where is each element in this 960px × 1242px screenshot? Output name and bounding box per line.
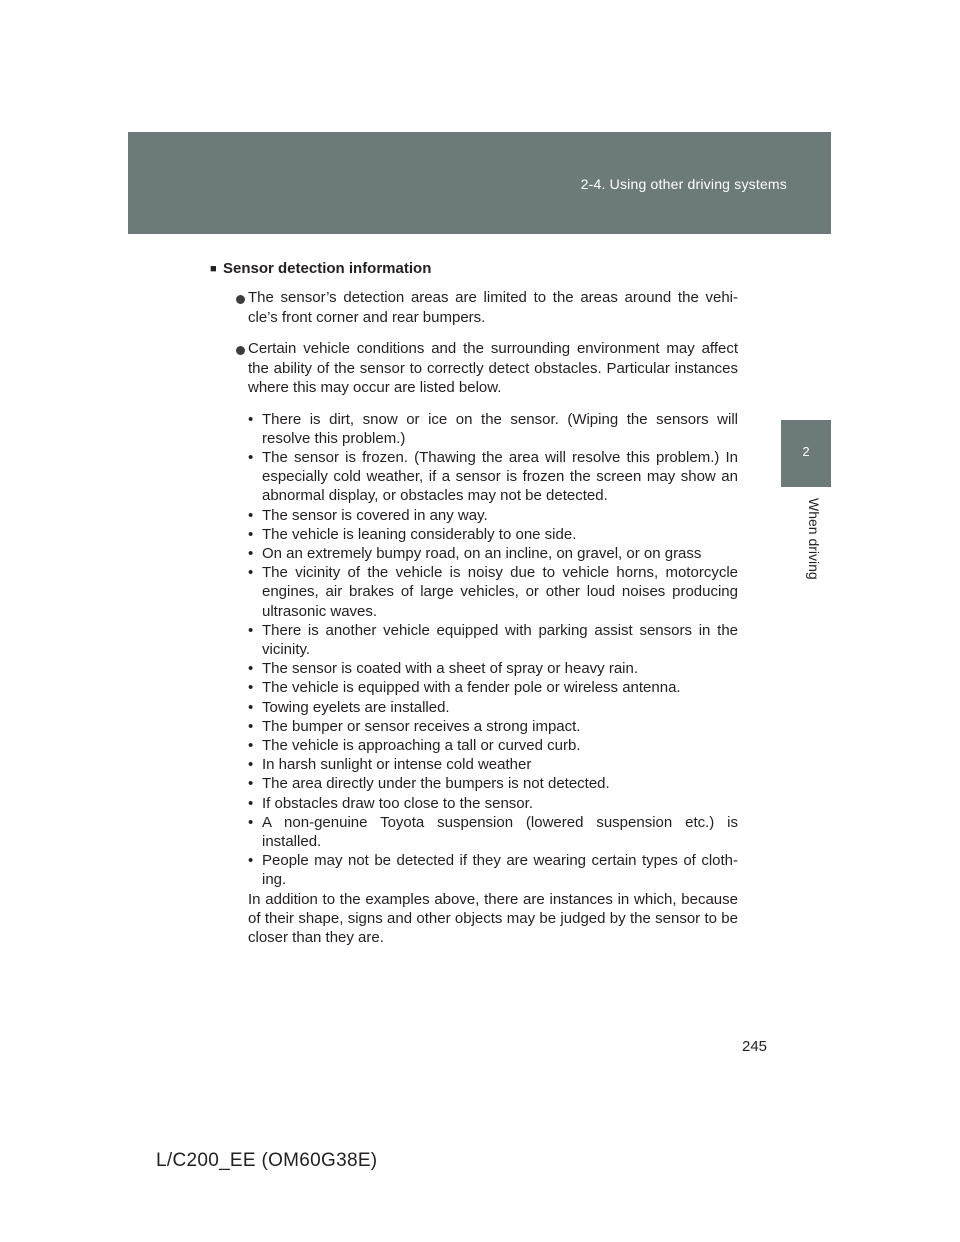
list-item-text: Towing eyelets are installed. <box>262 698 450 716</box>
dot-marker-icon: • <box>248 564 254 582</box>
dot-marker-icon: • <box>248 410 254 428</box>
list-item <box>248 774 738 793</box>
bullet-item <box>210 288 738 327</box>
list-item-text: The vicinity of the vehicle is noisy due to vehicle horns, motorcycle engines, air brakes of large vehicles, or other loud noises producing ultrasonic waves. <box>262 564 738 620</box>
bullet-text: The sensor’s detection areas are limited to the areas around the vehi-cle’s front corner and rear bumpers. <box>248 289 738 326</box>
round-bullet-icon <box>236 346 245 355</box>
list-item-text: The vehicle is leaning considerably to one side. <box>262 525 577 543</box>
dot-marker-icon: • <box>248 852 254 870</box>
dot-marker-icon: • <box>248 525 254 543</box>
dot-marker-icon: • <box>248 448 254 466</box>
list-item <box>248 525 738 544</box>
model-code: L/C200_EE (OM60G38E) <box>156 1150 378 1171</box>
round-bullet-icon <box>236 295 245 304</box>
section-title-text: Sensor detection information <box>223 260 432 277</box>
list-item <box>248 755 738 774</box>
header-band <box>128 132 831 234</box>
list-item <box>248 448 738 506</box>
dot-marker-icon: • <box>248 775 254 793</box>
list-item <box>248 621 738 659</box>
list-item-text: There is another vehicle equipped with parking assist sensors in the vicinity. <box>262 621 738 658</box>
main-content <box>210 258 738 947</box>
dot-marker-icon: • <box>248 660 254 678</box>
dot-marker-icon: • <box>248 813 254 831</box>
section-title <box>210 258 738 280</box>
list-item-text: On an extremely bumpy road, on an incline, on gravel, or on grass <box>262 544 702 562</box>
list-item-text: There is dirt, snow or ice on the sensor. (Wiping the sensors will resolve this problem.) <box>262 410 738 447</box>
dot-marker-icon: • <box>248 794 254 812</box>
list-item <box>248 736 738 755</box>
list-item-text: The sensor is frozen. (Thawing the area will resolve this problem.) In especially cold weather, if a sensor is frozen the screen may show an abnormal display, or obstacles may not be detected. <box>262 448 738 505</box>
dot-marker-icon: • <box>248 679 254 697</box>
dot-marker-icon: • <box>248 621 254 639</box>
dot-marker-icon: • <box>248 506 254 524</box>
chapter-label: When driving <box>806 498 822 580</box>
chapter-number: 2 <box>802 444 810 459</box>
chapter-tab <box>781 420 831 487</box>
list-item <box>248 506 738 525</box>
list-item-text: People may not be detected if they are wearing certain types of cloth-ing. <box>262 852 738 889</box>
list-item-text: In harsh sunlight or intense cold weather <box>262 756 532 774</box>
page-number: 245 <box>742 1038 768 1055</box>
list-item <box>248 563 738 621</box>
list-item-text: The bumper or sensor receives a strong impact. <box>262 717 581 735</box>
list-item-text: The area directly under the bumpers is not detected. <box>262 775 610 793</box>
list-item <box>248 698 738 717</box>
list-item <box>248 410 738 448</box>
list-item-text: The vehicle is equipped with a fender pole or wireless antenna. <box>262 679 681 697</box>
list-item <box>248 678 738 697</box>
conditions-list <box>248 410 738 890</box>
dot-marker-icon: • <box>248 698 254 716</box>
list-item <box>248 813 738 851</box>
list-item-text: The sensor is coated with a sheet of spray or heavy rain. <box>262 660 639 678</box>
list-item-text: If obstacles draw too close to the sensor. <box>262 794 533 812</box>
section-header: 2-4. Using other driving systems <box>580 176 787 192</box>
list-item <box>248 659 738 678</box>
list-item-text: A non-genuine Toyota suspension (lowered suspension etc.) is installed. <box>262 813 738 850</box>
list-item <box>248 794 738 813</box>
list-item <box>248 851 738 889</box>
list-item-text: The vehicle is approaching a tall or curved curb. <box>262 736 581 754</box>
dot-marker-icon: • <box>248 736 254 754</box>
square-bullet-icon: ■ <box>210 263 217 275</box>
closing-paragraph: In addition to the examples above, there are instances in which, because of their shape, signs and other objects may be judged by the sensor to be closer than they are. <box>248 890 738 946</box>
bullet-item <box>210 339 738 398</box>
bullet-text: Certain vehicle conditions and the surrounding environment may affect the ability of the sensor to correctly detect obstacles. Particular instances where this may occur are listed below. <box>248 340 738 396</box>
list-item <box>248 717 738 736</box>
list-item <box>248 544 738 563</box>
dot-marker-icon: • <box>248 717 254 735</box>
dot-marker-icon: • <box>248 756 254 774</box>
dot-marker-icon: • <box>248 544 254 562</box>
list-item-text: The sensor is covered in any way. <box>262 506 488 524</box>
